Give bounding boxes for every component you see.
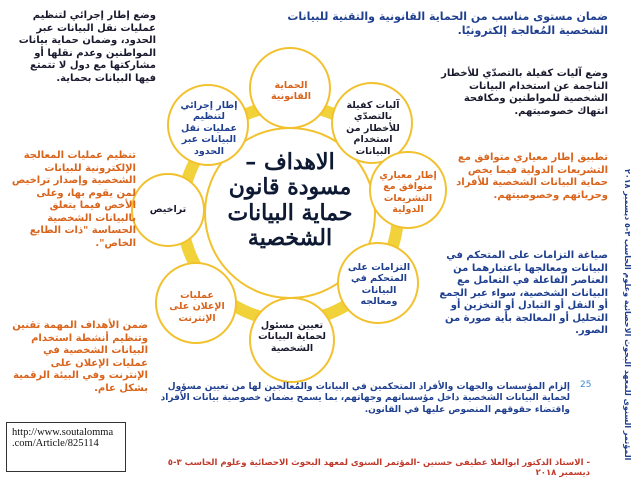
node-label-mechanisms: آليات كفيلة بالتصدّي للأخطار من استخدام البيانات (346, 100, 400, 157)
top-right-heading-line2: الشخصية المُعالجة إلكترونيًا. (457, 23, 608, 37)
left-text-block2: ضمن الأهداف المهمة تقنين وتنظيم أنشطة استخدام البيانات الشخصية في عمليات الإعلان على الإنترنت وفي البيئة الرقمية بشكل عام. (12, 320, 148, 394)
center-title-line4: الشخصية (247, 224, 333, 251)
node-label-licenses: تراخيص (149, 204, 187, 215)
bottom-center-text: إلزام المؤسسات والجهات والأفراد المتحكمين في البيانات والمُعالجين لها من تعيين مسؤول لحماية البيانات الشخصية داخل مؤسساتهم وجهاتهم، بما يسمح بضمان خصوصية بيانات الأفراد واقتضاء حقوقهم المنصوص عليها في القانون. (160, 382, 570, 415)
top-right-heading (278, 10, 608, 38)
node-label-legal: الحماية القانونية (271, 80, 311, 103)
center-title (220, 150, 360, 251)
url-line1[interactable]: http://www.soutalomma (12, 427, 114, 438)
node-label-procedural: إطار إجرائي لتنظيم عمليات نقل البيانات عبر الحدود (180, 100, 238, 157)
node-label-ads: عمليات الإعلان على الإنترنت (169, 290, 225, 324)
vertical-side-text: المؤتمر السنوى للمعهد البحوث الاحصائية وعلوم الحاسب ٣-٥ ديسمبر ٢٠١٨ (623, 168, 632, 460)
right-text-block2: تطبيق إطار معياري متوافق مع التشريعات الدولية فيما يخص حماية البيانات الشخصية للأفراد وحرياتهم وخصوصيتهم. (456, 152, 608, 201)
center-title-line1: الاهداف – (245, 149, 335, 175)
node-label-standard: إطار معياري متوافق مع التشريعات الدولية (379, 170, 437, 216)
page-number: 25 (580, 380, 592, 390)
top-right-heading-line1: ضمان مستوى مناسب من الحماية القانونية والتقنية للبيانات (287, 10, 608, 23)
url-box[interactable] (6, 422, 126, 472)
center-title-line2: مسودة قانون (228, 174, 352, 201)
node-label-officer: تعيين مسئول لحماية البيانات الشخصية (258, 320, 326, 354)
node-label-obligations: التزامات على المتحكم في البيانات ومعالجه (347, 262, 411, 308)
right-text-block1: وضع آليات كفيلة بالتصدّي للأخطار الناجمة عن استخدام البيانات الشخصية للمواطنين ومكافحة انتهاك خصوصيتهم. (441, 68, 608, 117)
top-left-text: وضع إطار إجرائي لتنظيم عمليات نقل البيانات عبر الحدود، وضمان حماية بيانات المواطنين وعدم نقلها أو مشاركتها مع دول لا تتمتع فيها البيانات بحماية. (18, 10, 156, 84)
center-title-line3: حماية البيانات (227, 199, 353, 226)
footer-text: - الاستاذ الدكتور ابوالعلا عطيفى حسنين -المؤتمر السنوى لمعهد البحوث الاحصائية وعلوم الحاسب ٣-٥ ديسمبر ٢٠١٨ (167, 458, 590, 478)
url-line2[interactable]: .com/Article/825114 (12, 438, 99, 449)
right-text-block3: صياغة التزامات على المتحكم في البيانات ومعالجها باعتبارهما من العناصر الفاعلة في التعامل مع البيانات الشخصية، سواء عبر الجمع أو النقل أو التبادل أو التخزين أو التحليل أو المعالجة بأية صورة من الصور. (439, 250, 608, 336)
left-text-block1: تنظيم عمليات المعالجة الإلكترونية للبيانات الشخصية وإصدار تراخيص لمن يقوم بها، وعلى الأخص فيما يتعلق بالبيانات الشخصية الحساسة "ذات الطابع الخاص". (11, 150, 136, 249)
